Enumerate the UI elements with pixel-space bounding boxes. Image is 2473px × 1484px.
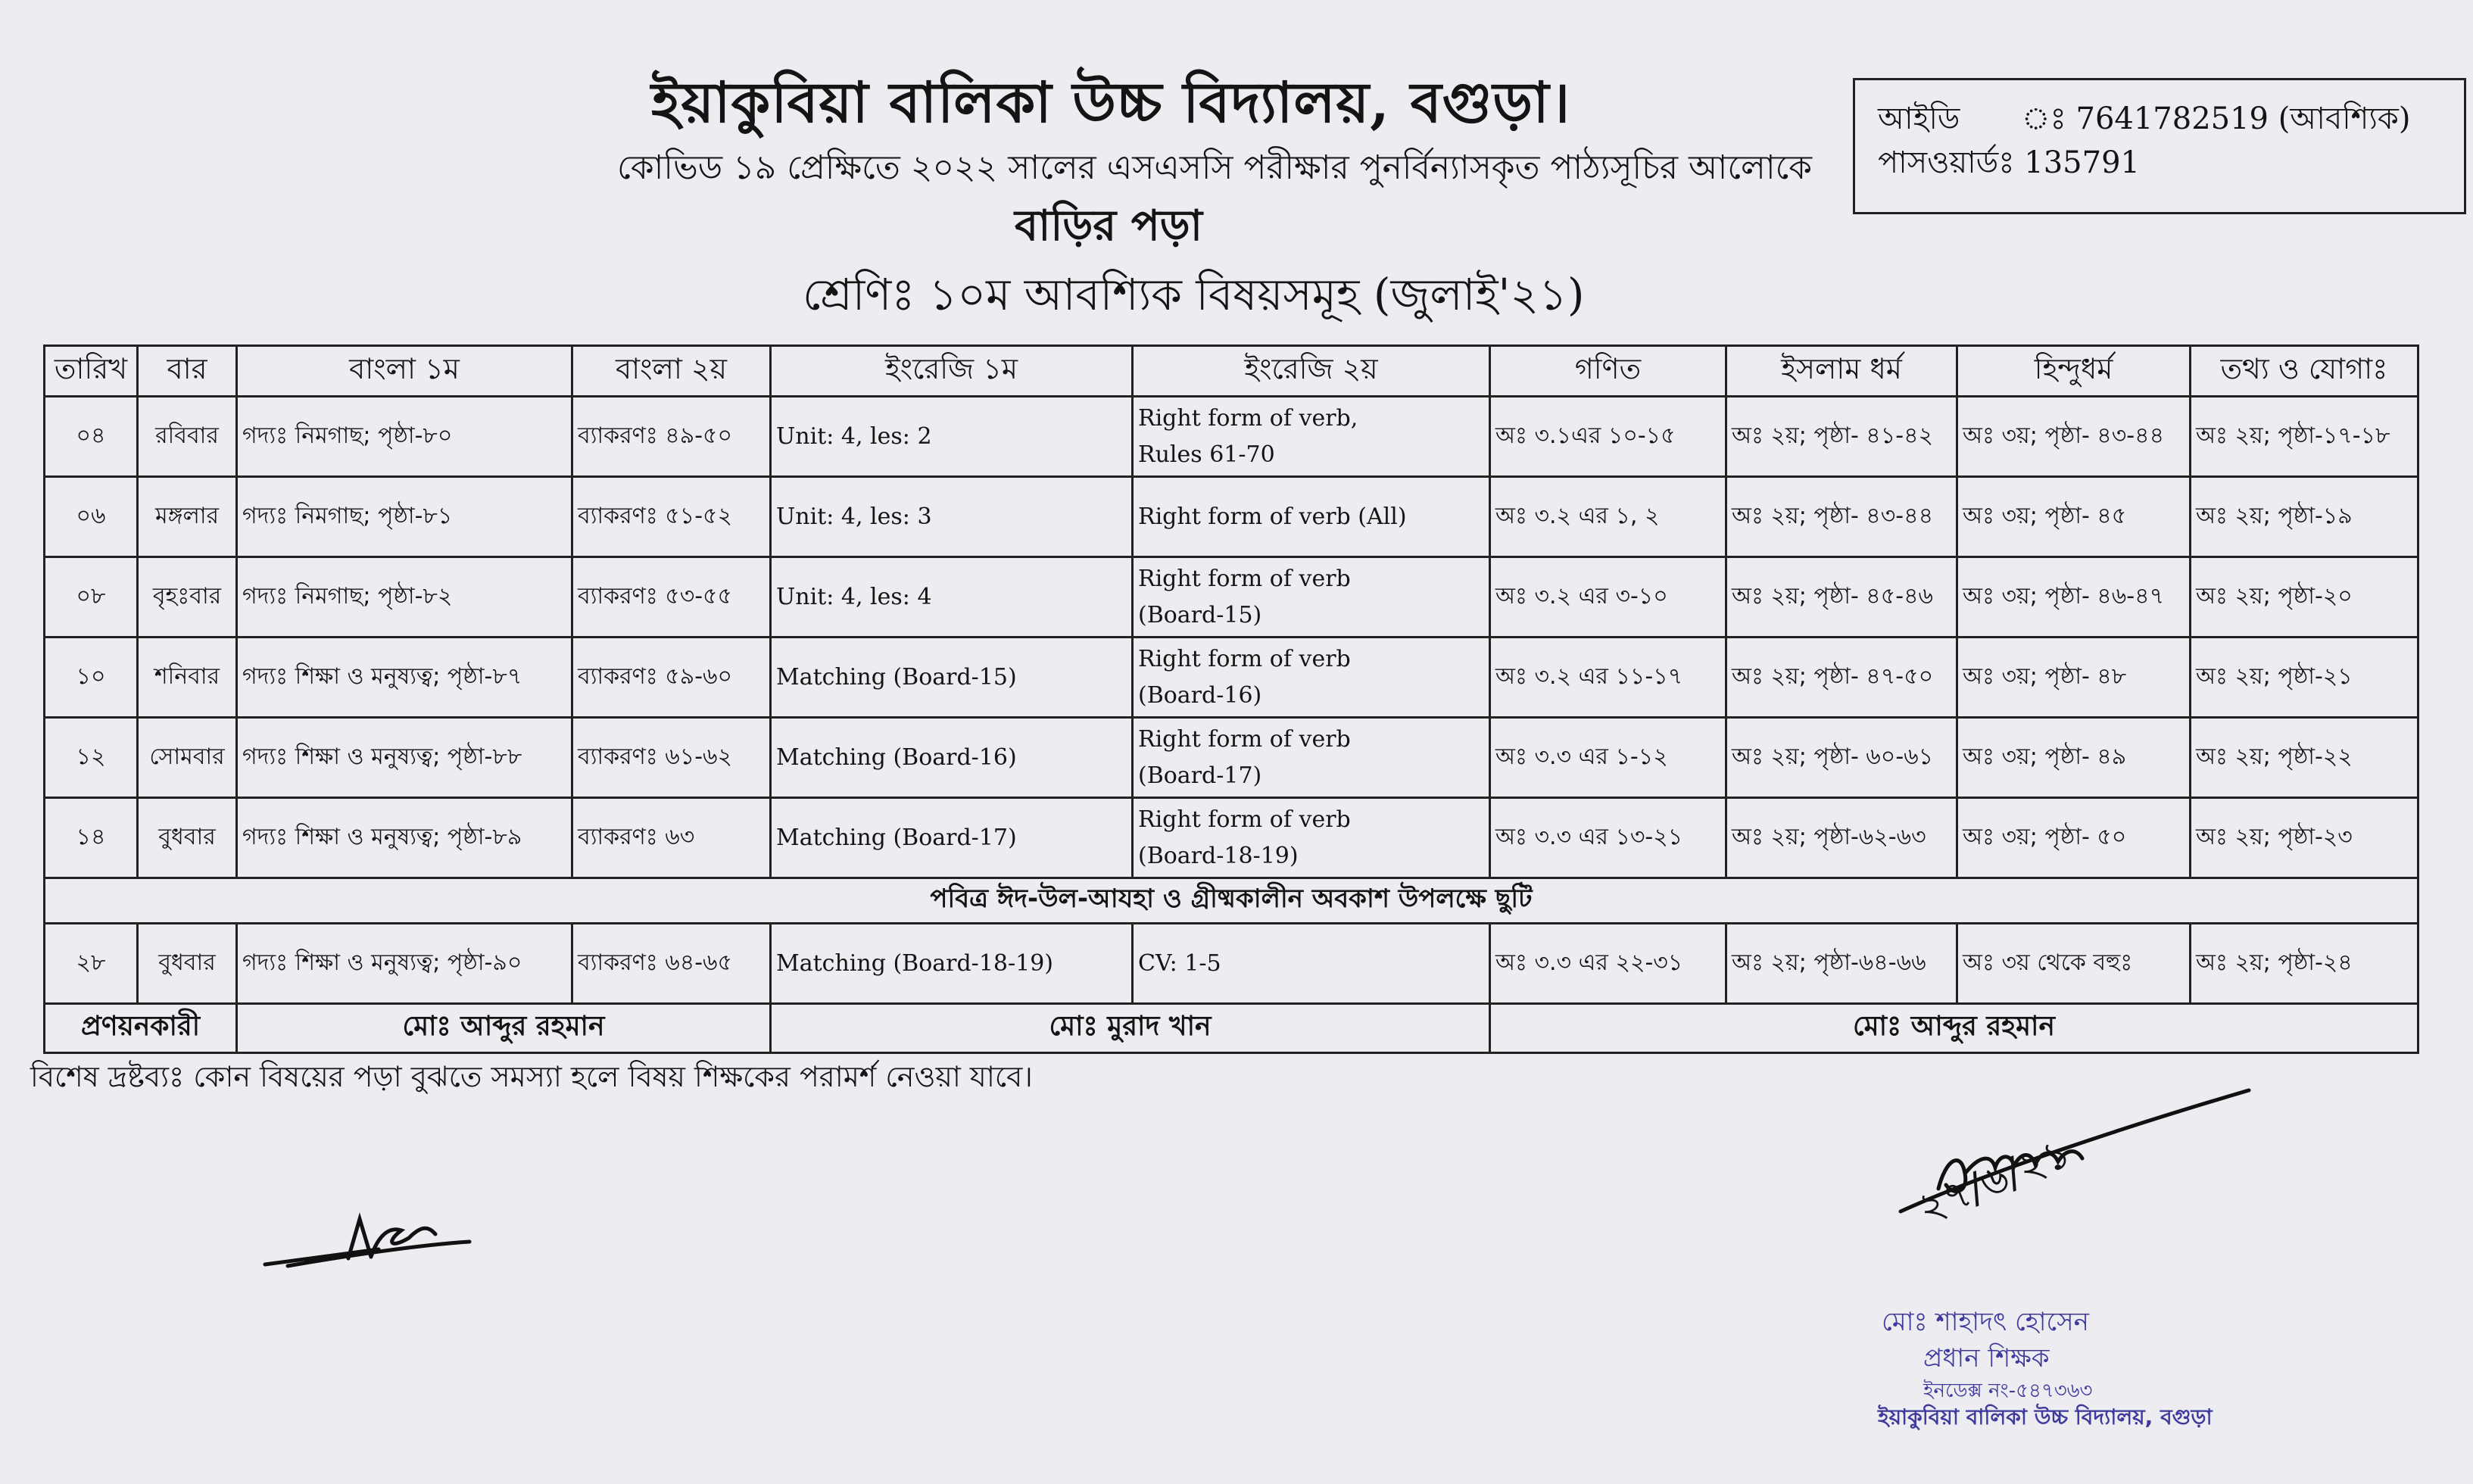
cell-islam: অঃ ২য়; পৃষ্ঠা-৬৪-৬৬ [1726, 924, 1957, 1004]
header-math: গণিত [1490, 346, 1726, 397]
cell-date: ০৬ [45, 477, 138, 557]
table-row [45, 718, 2418, 798]
holiday-note: পবিত্র ঈদ-উল-আযহা ও গ্রীষ্মকালীন অবকাশ উপলক্ষে ছুটি [45, 878, 2418, 924]
table-row [45, 798, 2418, 878]
cell-math: অঃ ৩.২ এর ১১-১৭ [1490, 638, 1726, 718]
cell-bangla1: গদ্যঃ শিক্ষা ও মনুষ্যত্ব; পৃষ্ঠা-৮৮ [237, 718, 572, 798]
cell-ict: অঃ ২য়; পৃষ্ঠা-২২ [2191, 718, 2418, 798]
cell-hindu: অঃ ৩য়; পৃষ্ঠা- ৪৩-৪৪ [1957, 397, 2191, 477]
cell-math: অঃ ৩.৩ এর ১-১২ [1490, 718, 1726, 798]
header-bangla2: বাংলা ২য় [572, 346, 771, 397]
cell-hindu: অঃ ৩য়; পৃষ্ঠা- ৪৯ [1957, 718, 2191, 798]
header-day: বার [138, 346, 237, 397]
cell-bangla1: গদ্যঃ নিমগাছ; পৃষ্ঠা-৮২ [237, 557, 572, 638]
preparer-label: প্রণয়নকারী [45, 1004, 237, 1053]
subtitle: কোভিড ১৯ প্রেক্ষিতে ২০২২ সালের এসএসসি পরীক্ষার পুনর্বিন্যাসকৃত পাঠ্যসূচির আলোকে [617, 148, 1813, 187]
cell-ict: অঃ ২য়; পৃষ্ঠা-২১ [2191, 638, 2418, 718]
cell-date: ০৮ [45, 557, 138, 638]
cell-islam: অঃ ২য়; পৃষ্ঠা- ৪৫-৪৬ [1726, 557, 1957, 638]
id-value: ঃ 7641782519 (আবশ্যিক) [2022, 101, 2411, 136]
cell-english2 [1133, 638, 1490, 718]
cell-bangla1: গদ্যঃ শিক্ষা ও মনুষ্যত্ব; পৃষ্ঠা-৮৭ [237, 638, 572, 718]
cell-bangla2: ব্যাকরণঃ ৬৩ [572, 798, 771, 878]
table-row-last [45, 924, 2418, 1004]
cell-english2-line2: (Board-15) [1138, 601, 1262, 628]
cell-day: রবিবার [138, 397, 237, 477]
cell-bangla2: ব্যাকরণঃ ৫১-৫২ [572, 477, 771, 557]
preparer-row [45, 1004, 2418, 1053]
preparer-others: মোঃ আব্দুর রহমান [1490, 1004, 2418, 1053]
seal-title: প্রধান শিক্ষক [1923, 1343, 2050, 1373]
preparer-english: মোঃ মুরাদ খান [771, 1004, 1490, 1053]
cell-english2 [1133, 477, 1490, 557]
header-hindu: হিন্দুধর্ম [1957, 346, 2191, 397]
class-line: শ্রেণিঃ ১০ম আবশ্যিক বিষয়সমূহ (জুলাই'২১) [803, 269, 1585, 320]
cell-english1: Unit: 4, les: 3 [771, 477, 1133, 557]
homework-table [43, 344, 2419, 1054]
cell-hindu: অঃ ৩য় থেকে বহুঃ [1957, 924, 2191, 1004]
cell-date: ১২ [45, 718, 138, 798]
cell-english2 [1133, 718, 1490, 798]
cell-hindu: অঃ ৩য়; পৃষ্ঠা- ৪৫ [1957, 477, 2191, 557]
table-row [45, 557, 2418, 638]
cell-bangla2: ব্যাকরণঃ ৫৩-৫৫ [572, 557, 771, 638]
cell-day: বুধবার [138, 924, 237, 1004]
cell-islam: অঃ ২য়; পৃষ্ঠা- ৪৭-৫০ [1726, 638, 1957, 718]
header-english2: ইংরেজি ২য় [1133, 346, 1490, 397]
cell-day: শনিবার [138, 638, 237, 718]
cell-ict: অঃ ২য়; পৃষ্ঠা-২৩ [2191, 798, 2418, 878]
cell-english2-line1: Right form of verb [1138, 806, 1351, 833]
cell-hindu: অঃ ৩য়; পৃষ্ঠা- ৫০ [1957, 798, 2191, 878]
holiday-row [45, 878, 2418, 924]
cell-english2-line2: (Board-18-19) [1138, 842, 1299, 869]
cell-english2-line1: Right form of verb, [1138, 404, 1358, 432]
cell-ict: অঃ ২য়; পৃষ্ঠা-২০ [2191, 557, 2418, 638]
special-note: বিশেষ দ্রষ্টব্যঃ কোন বিষয়ের পড়া বুঝতে সমস্যা হলে বিষয় শিক্ষকের পরামর্শ নেওয়া যাবে। [30, 1060, 1033, 1093]
school-name: ইয়াকুবিয়া বালিকা উচ্চ বিদ্যালয়, বগুড়া। [651, 70, 1571, 136]
header-islam: ইসলাম ধর্ম [1726, 346, 1957, 397]
cell-english2: CV: 1-5 [1133, 924, 1490, 1004]
header-ict: তথ্য ও যোগাঃ [2191, 346, 2418, 397]
credentials-box [1853, 78, 2466, 214]
cell-bangla1: গদ্যঃ শিক্ষা ও মনুষ্যত্ব; পৃষ্ঠা-৮৯ [237, 798, 572, 878]
cell-islam: অঃ ২য়; পৃষ্ঠা-৬২-৬৩ [1726, 798, 1957, 878]
cell-english1: Unit: 4, les: 2 [771, 397, 1133, 477]
cell-ict: অঃ ২য়; পৃষ্ঠা-১৭-১৮ [2191, 397, 2418, 477]
cell-math: অঃ ৩.৩ এর ২২-৩১ [1490, 924, 1726, 1004]
cell-english2-line1: Right form of verb (All) [1138, 503, 1407, 530]
cell-math: অঃ ৩.৩ এর ১৩-২১ [1490, 798, 1726, 878]
cell-math: অঃ ৩.২ এর ১, ২ [1490, 477, 1726, 557]
cell-bangla2: ব্যাকরণঃ ৪৯-৫০ [572, 397, 771, 477]
seal-school: ইয়াকুবিয়া বালিকা উচ্চ বিদ্যালয়, বগুড়া [1878, 1404, 2213, 1429]
cell-english2-line1: Right form of verb [1138, 725, 1351, 753]
signature-date: ২৭/৬/২১ [1910, 1127, 2078, 1233]
header-english1: ইংরেজি ১ম [771, 346, 1133, 397]
cell-day: মঙ্গলার [138, 477, 237, 557]
cell-math: অঃ ৩.১এর ১০-১৫ [1490, 397, 1726, 477]
cell-islam: অঃ ২য়; পৃষ্ঠা- ৪৩-৪৪ [1726, 477, 1957, 557]
cell-date: ০৪ [45, 397, 138, 477]
teacher-signature [257, 1204, 485, 1280]
cell-english2-line1: Right form of verb [1138, 645, 1351, 672]
header-bangla1: বাংলা ১ম [237, 346, 572, 397]
cell-hindu: অঃ ৩য়; পৃষ্ঠা- ৪৬-৪৭ [1957, 557, 2191, 638]
cell-bangla2: ব্যাকরণঃ ৬৪-৬৫ [572, 924, 771, 1004]
cell-english2-line2: (Board-17) [1138, 762, 1262, 789]
cell-day: সোমবার [138, 718, 237, 798]
cell-islam: অঃ ২য়; পৃষ্ঠা- ৪১-৪২ [1726, 397, 1957, 477]
id-label: আইডি [1878, 101, 1960, 136]
cell-english1: Matching (Board-16) [771, 718, 1133, 798]
cell-bangla2: ব্যাকরণঃ ৬১-৬২ [572, 718, 771, 798]
header-date: তারিখ [45, 346, 138, 397]
cell-english1: Unit: 4, les: 4 [771, 557, 1133, 638]
cell-hindu: অঃ ৩য়; পৃষ্ঠা- ৪৮ [1957, 638, 2191, 718]
cell-ict: অঃ ২য়; পৃষ্ঠা-২৪ [2191, 924, 2418, 1004]
cell-bangla1: গদ্যঃ নিমগাছ; পৃষ্ঠা-৮১ [237, 477, 572, 557]
cell-date: ১৪ [45, 798, 138, 878]
homework-heading: বাড়ির পড়া [1015, 201, 1202, 251]
cell-day: বৃহঃবার [138, 557, 237, 638]
cell-english2 [1133, 397, 1490, 477]
cell-date: ২৮ [45, 924, 138, 1004]
table-row [45, 638, 2418, 718]
cell-bangla1: গদ্যঃ নিমগাছ; পৃষ্ঠা-৮০ [237, 397, 572, 477]
cell-english2-line2: (Board-16) [1138, 681, 1262, 709]
cell-ict: অঃ ২য়; পৃষ্ঠা-১৯ [2191, 477, 2418, 557]
cell-english2 [1133, 798, 1490, 878]
preparer-bangla: মোঃ আব্দুর রহমান [237, 1004, 771, 1053]
cell-bangla2: ব্যাকরণঃ ৫৯-৬০ [572, 638, 771, 718]
table-header-row [45, 346, 2418, 397]
cell-bangla1: গদ্যঃ শিক্ষা ও মনুষ্যত্ব; পৃষ্ঠা-৯০ [237, 924, 572, 1004]
seal-index: ইনডেক্স নং-৫৪৭৩৬৩ [1923, 1380, 2093, 1402]
seal-name: মোঃ শাহাদৎ হোসেন [1882, 1307, 2089, 1337]
cell-islam: অঃ ২য়; পৃষ্ঠা- ৬০-৬১ [1726, 718, 1957, 798]
cell-english1: Matching (Board-17) [771, 798, 1133, 878]
table-row [45, 397, 2418, 477]
table-row [45, 477, 2418, 557]
password-label: পাসওয়ার্ডঃ [1878, 145, 2015, 180]
cell-day: বুধবার [138, 798, 237, 878]
cell-date: ১০ [45, 638, 138, 718]
password-value: 135791 [2024, 145, 2140, 180]
cell-english2-line1: Right form of verb [1138, 565, 1351, 592]
cell-english1: Matching (Board-18-19) [771, 924, 1133, 1004]
cell-english2 [1133, 557, 1490, 638]
cell-math: অঃ ৩.২ এর ৩-১০ [1490, 557, 1726, 638]
cell-english1: Matching (Board-15) [771, 638, 1133, 718]
cell-english2-line2: Rules 61-70 [1138, 441, 1275, 468]
